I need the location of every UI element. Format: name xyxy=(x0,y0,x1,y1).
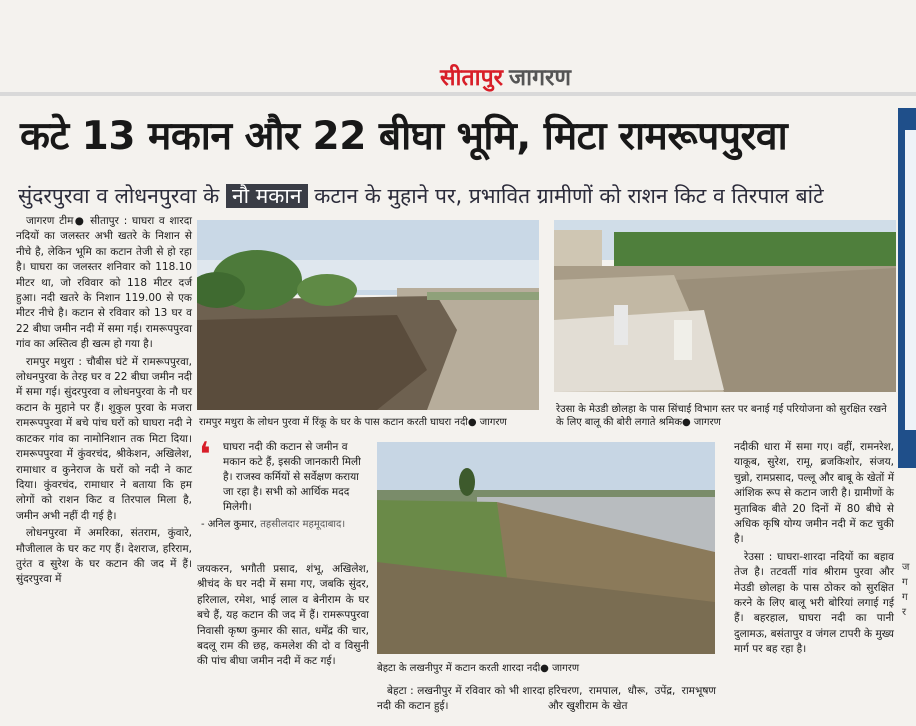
article-column-5 xyxy=(734,440,894,660)
edge-char: र xyxy=(902,607,907,618)
paragraph-rampur-mathura: रामपुर मथुरा : चौबीस घंटे में रामरूपपुरवा, लोधनपुरवा के तेरह घर व 22 बीघा जमीन नदी में समा गई। सुंदरपुरवा व लोधनपुरवा के नौ घर कटान के मुहाने पर हैं। शुकुल पुरवा के मजरा रामरूपपुरवा में बचे पांच घरों को घाघरा नदी ने काटकर गांव का नामोनिशान तक मिटा दिया। रामरूपपुरवा में कुंवरचंद, श्रीकेशन, अखिलेश, रामाधार व कुनेराज के घरों को नदी ने काट दिया। कुंवरचंद, रामाधार ने बताया कि हम लोगों को राशन किट व तिरपाल मिला है, जमीन अभी नहीं दी गई है। xyxy=(16,355,192,522)
masthead-paper: जागरण xyxy=(509,65,572,91)
photo-ghaghra-erosion xyxy=(197,220,539,410)
subheadline-before: सुंदरपुरवा व लोधनपुरवा के xyxy=(18,184,220,208)
photo-sharda-erosion xyxy=(377,442,715,654)
subheadline-highlight: नौ मकान xyxy=(226,184,308,208)
masthead xyxy=(440,60,571,90)
photo-sandbags xyxy=(554,220,896,392)
headline: कटे 13 मकान और 22 बीघा भूमि, मिटा रामरूपपुरवा xyxy=(20,114,788,159)
paragraph-fields: नदीकी धारा में समा गए। वहीं, रामनरेश, याकूब, सुरेश, रामू, ब्रजकिशोर, संजय, चुन्नो, रामप्रसाद, पल्लू और बाबू के खेतों में आंशिक रूप से कटान जारी है। ग्रामीणों के मुताबिक बीते 20 दिनों में 80 बीघे से अधिक कृषि योग्य जमीन नदी में कट चुकी है। xyxy=(734,441,894,546)
official-quote xyxy=(199,435,369,532)
article-column-2 xyxy=(197,562,369,672)
photo3-caption: बेहटा के लखनीपुर में कटान करती शारदा नदी● जागरण xyxy=(377,663,580,674)
article-column-4 xyxy=(548,684,716,717)
article-column-1 xyxy=(16,214,192,590)
quote-mark-icon: ❛ xyxy=(199,435,211,475)
paragraph-farmers: हरिचरण, रामपाल, धौरू, उपेंद्र, रामभूषण और खुशीराम के खेत xyxy=(548,685,716,713)
paragraph-reusa: रेउसा : घाघरा-शारदा नदियों का बहाव तेज है। तटवर्ती गांव श्रीराम पुरवा और मेउडी छोलहा के पास ठोकर को सुरक्षित करने के लिए बालू भरी बोरियां लगाई गई हैं। बहरहाल, घाघरा नदी का पानी दुलामऊ, बसंतापुर व जंगल टापरी के मुख्य मार्ग पर बह रहा है। xyxy=(734,550,894,656)
paragraph-lodhanpurwa: लोधनपुरवा में अमरिका, संतराम, कुंवारे, मौजीलाल के घर कट गए हैं। देशराज, हरिराम, तुरंत व सुरेश के घर कटान की जद में हैं। सुंदरपुरवा में xyxy=(16,527,192,586)
quote-designation: तहसीलदार महमूदाबाद। xyxy=(260,519,346,530)
quote-text: घाघरा नदी की कटान से जमीन व मकान कटे हैं, इसकी जानकारी मिली है। राजस्व कर्मियों से सर्वेक्षण कराया जा रहा है। सभी को आर्थिक मदद मिलेगी। xyxy=(223,441,361,513)
photo1-caption: रामपुर मथुरा के लोधन पुरवा में रिंकू के घर के पास कटान करती घाघरा नदी● जागरण xyxy=(199,417,507,428)
masthead-city: सीतापुर xyxy=(440,65,504,91)
article-column-3 xyxy=(377,684,545,717)
adjacent-page-text xyxy=(902,560,916,620)
subheadline-after: कटान के मुहाने पर, प्रभावित ग्रामीणों को राशन किट व तिरपाल बांटे xyxy=(314,184,824,208)
subheadline xyxy=(18,182,824,210)
edge-char: ग xyxy=(902,592,908,603)
header-rule xyxy=(0,92,916,96)
adjacent-page-inner xyxy=(905,130,916,430)
edge-char: ग xyxy=(902,577,908,588)
photo2-caption: रेउसा के मेउडी छोलहा के पास सिंचाई विभाग स्तर पर बनाई गई परियोजना को सुरक्षित रखने के लिए बालू की बोरी लगाते श्रमिक● जागरण xyxy=(556,404,887,428)
paragraph-behta: बेहटा : लखनीपुर में रविवार को भी शारदा नदी की कटान हुई। xyxy=(377,685,545,713)
quote-author: - अनिल कुमार, xyxy=(201,519,258,530)
paragraph-intro: जागरण टीम● सीतापुर : घाघरा व शारदा नदियों का जलस्तर अभी खतरे के निशान से नीचे है, लेकिन भूमि का कटान तेजी से हो रहा है। घाघरा का जलस्तर शनिवार को 118.10 मीटर था, जो रविवार को 118 मीटर दर्ज हुआ। नदी खतरे के निशान 119.00 से एक मीटर नीचे है। कटान से रविवार को 13 घर व 22 बीघा जमीन नदी में समा गई। रामरूपपुरवा गांव का अस्तित्व ही खत्म हो गया है। xyxy=(16,215,192,351)
edge-char: ज xyxy=(902,562,910,573)
quote-attribution xyxy=(201,517,369,532)
paragraph-houses: जयकरन, भगौती प्रसाद, शंभू, अखिलेश, श्रीचंद के घर नदी में समा गए, जबकि सुंदर, हरिलाल, रमेश, भाई लाल व बेनीराम के घर बचे हैं, यह कटान की जद में हैं। रामरूपपुरवा निवासी कृष्ण कुमार की सात, धर्मेंद्र की चार, बदलू राम की छह, कमलेश की दो व विसुनी की पांच बीघा जमीन नदी में कट गई। xyxy=(197,563,369,668)
